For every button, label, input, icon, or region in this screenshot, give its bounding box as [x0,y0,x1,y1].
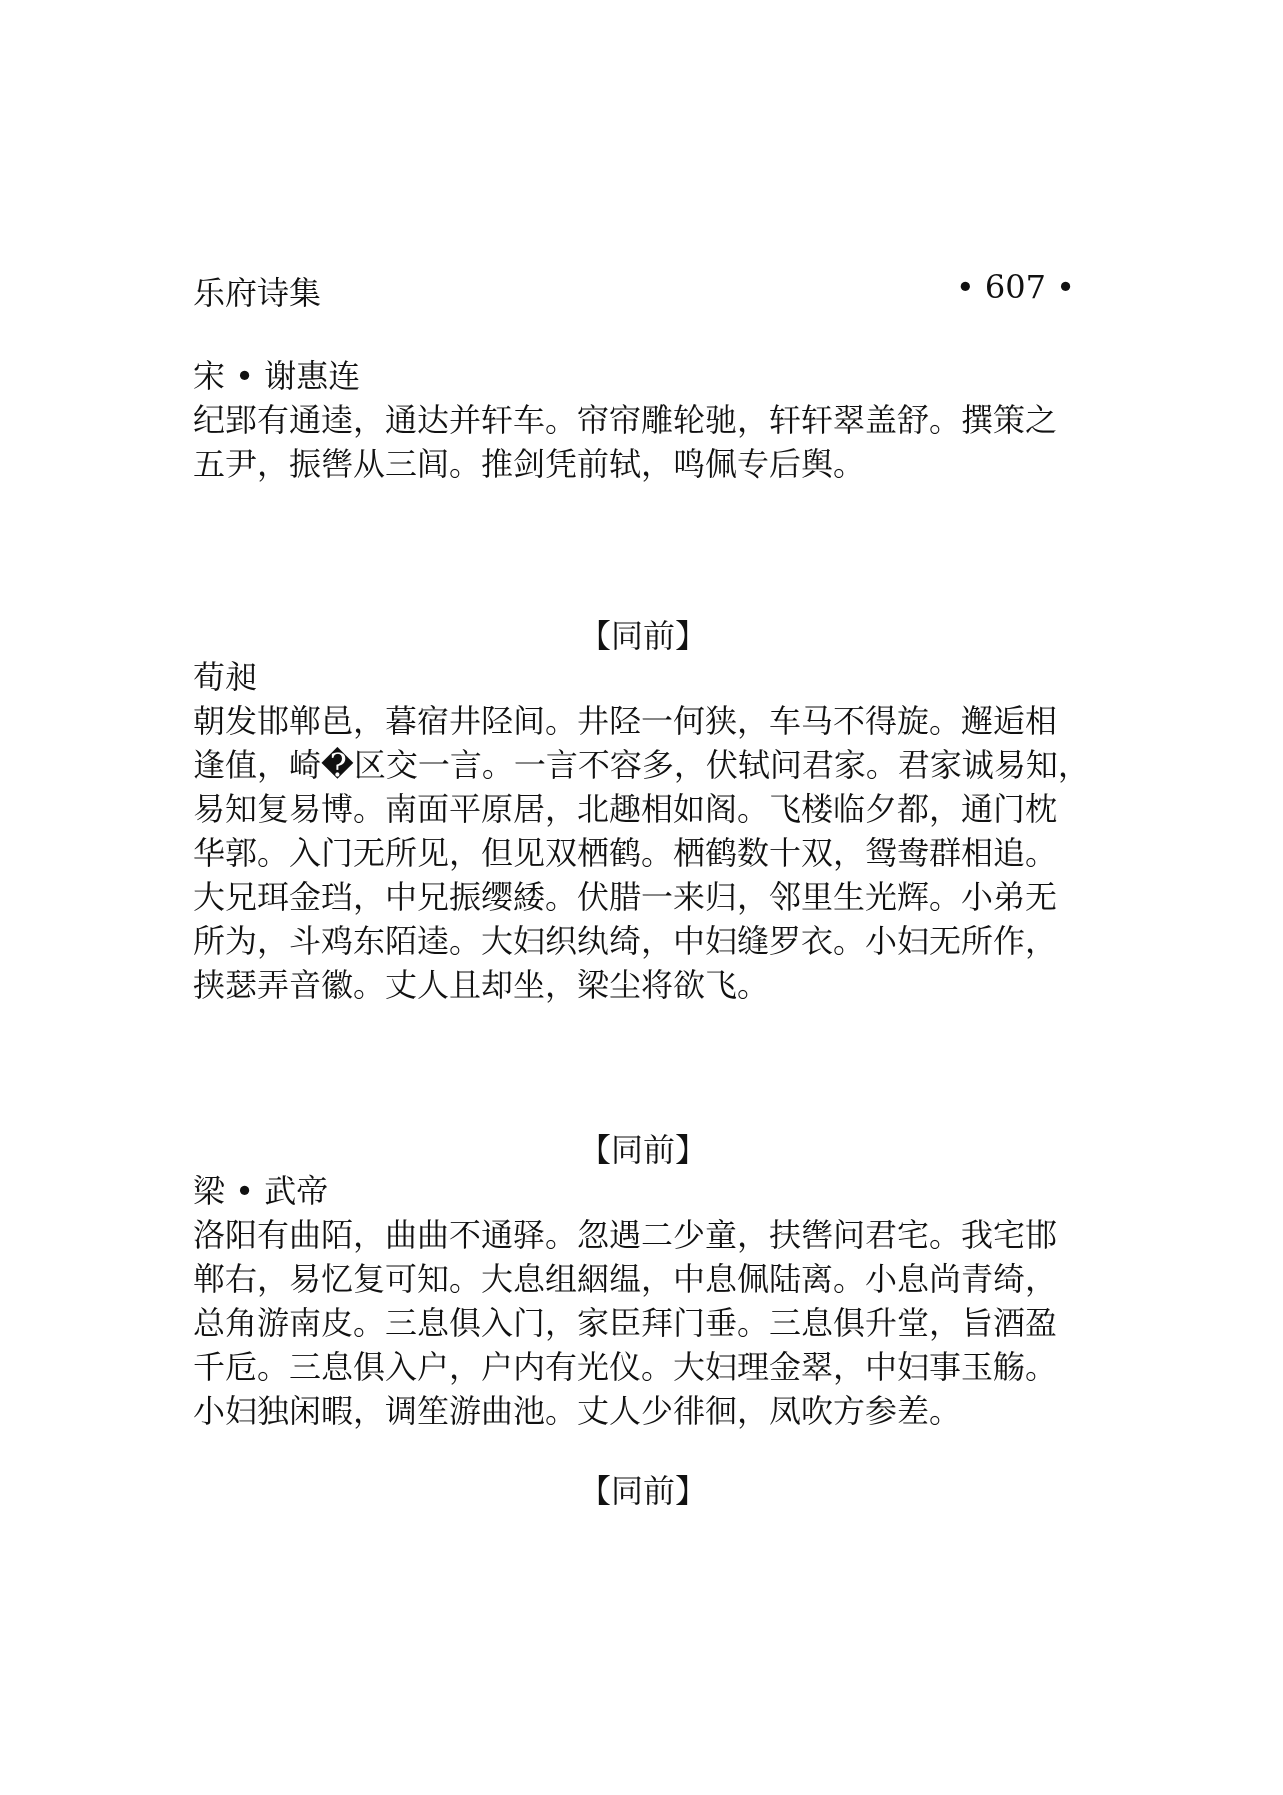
poem-line: 朝发邯郸邑，暮宿井陉间。井陉一何狭，车马不得旋。邂逅相 [193,702,1058,740]
poem-line: 小妇独闲暇，调笙游曲池。丈人少徘徊，凤吹方参差。 [193,1392,962,1430]
poem-line: 五尹，振辔从三闾。推剑凭前轼，鸣佩专后舆。 [193,445,866,483]
section-heading: 【同前】 [578,1131,707,1169]
page-number: • 607 • [955,268,1075,306]
section-heading: 【同前】 [578,1472,707,1510]
poem-author: 宋 • 谢惠连 [193,357,361,395]
poem-line: 郸右，易忆复可知。大息组絪缊，中息佩陆离。小息尚青绮， [193,1260,1058,1298]
poem-line: 纪郢有通逵，通达并轩车。帘帘雕轮驰，轩轩翠盖舒。撰策之 [193,401,1058,439]
page-header [193,268,1075,312]
poem-author: 荀昶 [193,658,258,696]
poem-author: 梁 • 武帝 [193,1172,329,1210]
poem-line: 千卮。三息俱入户，户内有光仪。大妇理金翠，中妇事玉觞。 [193,1348,1058,1386]
poem-line: 华郭。入门无所见，但见双栖鹤。栖鹤数十双，鸳鸯群相追。 [193,834,1058,872]
poem-line: 所为，斗鸡东陌逵。大妇织纨绮，中妇缝罗衣。小妇无所作， [193,922,1058,960]
poem-line: 易知复易博。南面平原居，北趣相如阁。飞楼临夕都，通门枕 [193,790,1058,828]
poem-line: 总角游南皮。三息俱入门，家臣拜门垂。三息俱升堂，旨酒盈 [193,1304,1058,1342]
poem-line: 大兄珥金珰，中兄振缨緌。伏腊一来归，邻里生光辉。小弟无 [193,878,1058,916]
poem-line: 挟瑟弄音徽。丈人且却坐，梁尘将欲飞。 [193,966,770,1004]
poem-line: 逢值，崎�区交一言。一言不容多，伏轼问君家。君家诚易知， [193,746,1090,784]
book-title: 乐府诗集 [193,274,322,312]
poem-line: 洛阳有曲陌，曲曲不通驿。忽遇二少童，扶辔问君宅。我宅邯 [193,1216,1058,1254]
section-heading: 【同前】 [578,617,707,655]
